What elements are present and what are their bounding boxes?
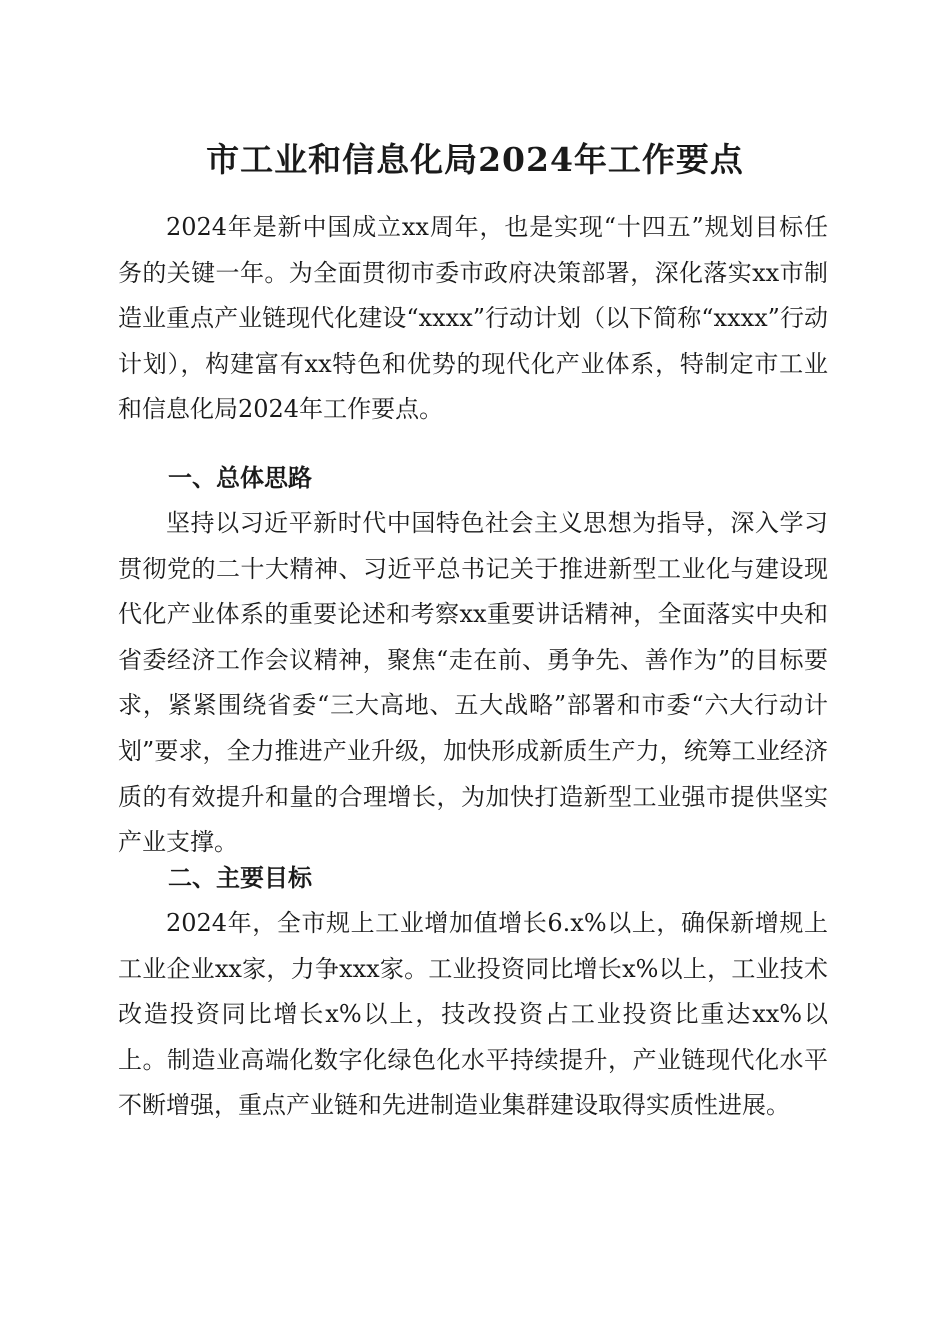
document-title: 市工业和信息化局2024年工作要点 [206, 140, 744, 179]
section-heading-overall-approach: 一、总体思路 [168, 464, 312, 492]
intro-paragraph: 2024年是新中国成立xx周年，也是实现“十四五”规划目标任务的关键一年。为全面贯彻市委市政府决策部署，深化落实xx市制造业重点产业链现代化建设“xxxx”行动计划（以下简称“xxxx”行动计划），构建富有xx特色和优势的现代化产业体系，特制定市工业和信息化局2024年工作要点。 [118, 213, 828, 424]
section-paragraph-main-goals: 2024年，全市规上工业增加值增长6.x%以上，确保新增规上工业企业xx家，力争xxx家。工业投资同比增长x%以上，工业技术改造投资同比增长x%以上，技改投资占工业投资比重达xx%以上。制造业高端化数字化绿色化水平持续提升，产业链现代化水平不断增强，重点产业链和先进制造业集群建设取得实质性进展。 [118, 909, 828, 1120]
section-heading-main-goals: 二、主要目标 [168, 864, 312, 892]
section-paragraph-overall-approach: 坚持以习近平新时代中国特色社会主义思想为指导，深入学习贯彻党的二十大精神、习近平总书记关于推进新型工业化与建设现代化产业体系的重要论述和考察xx重要讲话精神，全面落实中央和省委经济工作会议精神，聚焦“走在前、勇争先、善作为”的目标要求，紧紧围绕省委“三大高地、五大战略”部署和市委“六大行动计划”要求，全力推进产业升级，加快形成新质生产力，统筹工业经济质的有效提升和量的合理增长，为加快打造新型工业强市提供坚实产业支撑。 [118, 509, 828, 857]
